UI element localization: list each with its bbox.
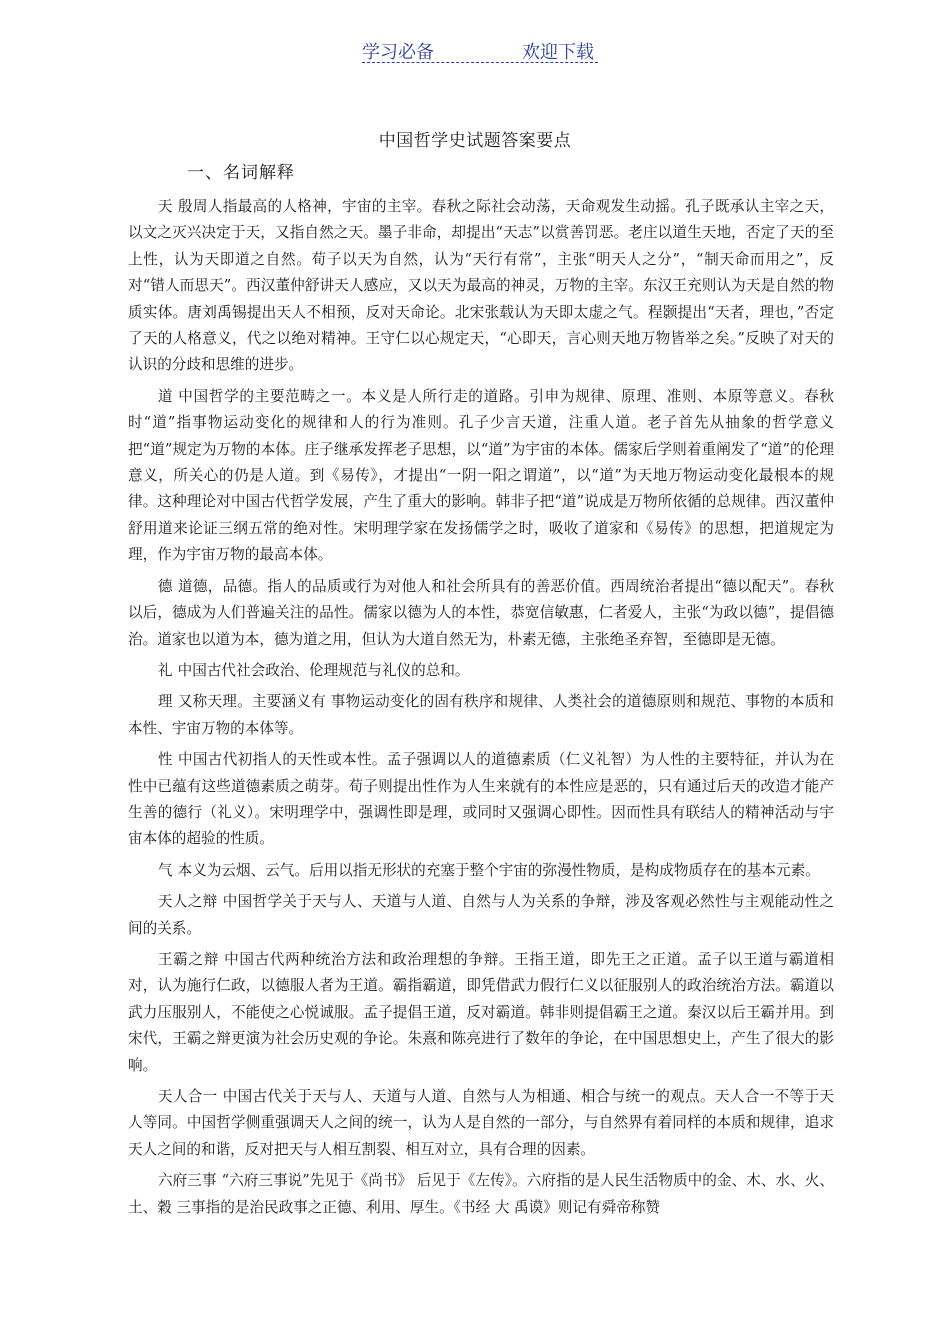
- document-body: [128, 194, 834, 1226]
- header-dashed-underline: [362, 62, 598, 63]
- definition-term: 理: [157, 693, 173, 711]
- header-left-text: 学习必备: [362, 42, 434, 63]
- definition-term: 气: [157, 861, 173, 879]
- definition-paragraph-liufu-sanshi: [128, 1168, 834, 1221]
- definition-term: 性: [157, 751, 173, 769]
- section-heading: 一、名词解释: [187, 163, 295, 183]
- definition-paragraph-wangba-debate: [128, 947, 834, 1079]
- definition-term: 六府三事: [157, 1172, 217, 1190]
- definition-text: 中国古代初指人的天性或本性。孟子强调以人的道德素质（仁义礼智）为人性的主要特征，并认为在性中已蕴有这些道德素质之萌芽。荀子则提出性作为人生来就有的本性应是恶的，只有通过后天的改造才能产生善的德行（礼义）。宋明理学中，强调性即是理，或同时又强调心即性。因而性具有联结人的精神活动与宇宙本体的超验的性质。: [128, 751, 834, 848]
- definition-term: 天人合一: [157, 1088, 218, 1105]
- definition-paragraph-tian: [128, 194, 834, 379]
- definition-paragraph-tianren-debate: [128, 889, 834, 942]
- definition-text: “六府三事说”先见于《尚书》 后见于《左传》。六府指的是人民生活物质中的金、木、水、火、土、穀 三事指的是治民政事之正德、利用、厚生。《书经 大 禹谟》则记有舜帝称赞: [128, 1172, 834, 1216]
- definition-paragraph-li-principle: [128, 689, 834, 742]
- definition-term: 天人之辩: [157, 893, 218, 911]
- definition-term: 礼: [157, 661, 173, 679]
- definition-text: 中国古代关于天与人、天道与人道、自然与人为相通、相合与统一的观点。天人合一不等于天人等同。中国哲学侧重强调天人之间的统一，认为人是自然的一部分，与自然界有着同样的本质和规律，追求天人之间的和谐，反对把天与人相互割裂、相互对立，具有合理的因素。: [128, 1088, 834, 1158]
- definition-text: 中国哲学的主要范畴之一。本义是人所行走的道路。引申为规律、原理、准则、本原等意义。春秋时“道”指事物运动变化的规律和人的行为准则。孔子少言天道，注重人道。老子首先从抽象的哲学意义把“道”规定为万物的本体。庄子继承发挥老子思想，以“道”为宇宙的本体。儒家后学则着重阐发了“道”的伦理意义，所关心的仍是人道。到《易传》，才提出“一阴一阳之谓道”，以“道”为天地万物运动变化最根本的规律。这种理论对中国古代哲学发展，产生了重大的影响。韩非子把“道”说成是万物所依循的总规律。西汉董仲舒用道来论证三纲五常的绝对性。宋明理学家在发扬儒学之时，吸收了道家和《易传》的思想，把道规定为理，作为宇宙万物的最高本体。: [128, 387, 834, 564]
- definition-term: 德: [157, 577, 173, 595]
- definition-term: 道: [157, 387, 174, 405]
- definition-paragraph-tianren-heyi: [128, 1084, 834, 1163]
- page-header: [362, 38, 602, 66]
- definition-paragraph-li-ritual: [128, 658, 834, 684]
- document-title: 中国哲学史试题答案要点: [378, 131, 572, 151]
- definition-paragraph-dao: [128, 384, 834, 569]
- definition-paragraph-qi: [128, 858, 834, 884]
- definition-term: 天: [157, 198, 173, 215]
- header-right-text: 欢迎下载: [522, 42, 594, 63]
- definition-text: 中国哲学关于天与人、天道与人道、自然与人为关系的争辩，涉及客观必然性与主观能动性之间的关系。: [128, 893, 834, 937]
- definition-term: 王霸之辩: [157, 950, 219, 968]
- definition-text: 道德，品德。指人的品质或行为对他人和社会所具有的善恶价值。西周统治者提出“德以配天”。春秋以后，德成为人们普遍关注的品性。儒家以德为人的本性，恭宽信敏惠，仁者爱人，主张“为政以德”，提倡德治。道家也以道为本，德为道之用，但认为大道自然无为，朴素无德，主张绝圣弃智，至德即是无德。: [128, 577, 834, 648]
- definition-text: 中国古代两种统治方法和政治理想的争辩。王指王道，即先王之正道。孟子以王道与霸道相对，认为施行仁政，以德服人者为王道。霸指霸道，即凭借武力假行仁义以征服别人的政治统治方法。霸道以武力压服别人，不能使之心悦诚服。孟子提倡王道，反对霸道。韩非则提倡霸王之道。秦汉以后王霸并用。到宋代，王霸之辩更演为社会历史观的争论。朱熹和陈亮进行了数年的争论，在中国思想史上，产生了很大的影响。: [128, 950, 834, 1074]
- definition-text: 殷周人指最高的人格神，宇宙的主宰。春秋之际社会动荡，天命观发生动摇。孔子既承认主宰之天，以文之灭兴决定于天，又指自然之天。墨子非命，却提出“天志”以赏善罚恶。老庄以道生天地，否定了天的至上性，认为天即道之自然。荀子以天为自然，认为“天行有常”，主张“明天人之分”，“制天命而用之”，反对“错人而思天”。西汉董仲舒讲天人感应，又以天为最高的神灵，万物的主宰。东汉王充则认为天是自然的物质实体。唐刘禹锡提出天人不相预，反对天命论。北宋张载认为天即太虚之气。程颢提出“天者，理也，”否定了天的人格意义，代之以绝对精神。王守仁以心规定天，“心即天，言心则天地万物皆举之矣。”反映了对天的认识的分歧和思维的进步。: [128, 198, 834, 374]
- definition-text: 中国古代社会政治、伦理规范与礼仪的总和。: [177, 661, 470, 679]
- definition-text: 又称天理。主要涵义有 事物运动变化的固有秩序和规律、人类社会的道德原则和规范、事物的本质和本性、宇宙万物的本体等。: [128, 693, 834, 737]
- definition-paragraph-de: [128, 574, 834, 653]
- definition-text: 本义为云烟、云气。后用以指无形状的充塞于整个宇宙的弥漫性物质，是构成物质存在的基本元素。: [177, 861, 820, 879]
- definition-paragraph-xing: [128, 747, 834, 853]
